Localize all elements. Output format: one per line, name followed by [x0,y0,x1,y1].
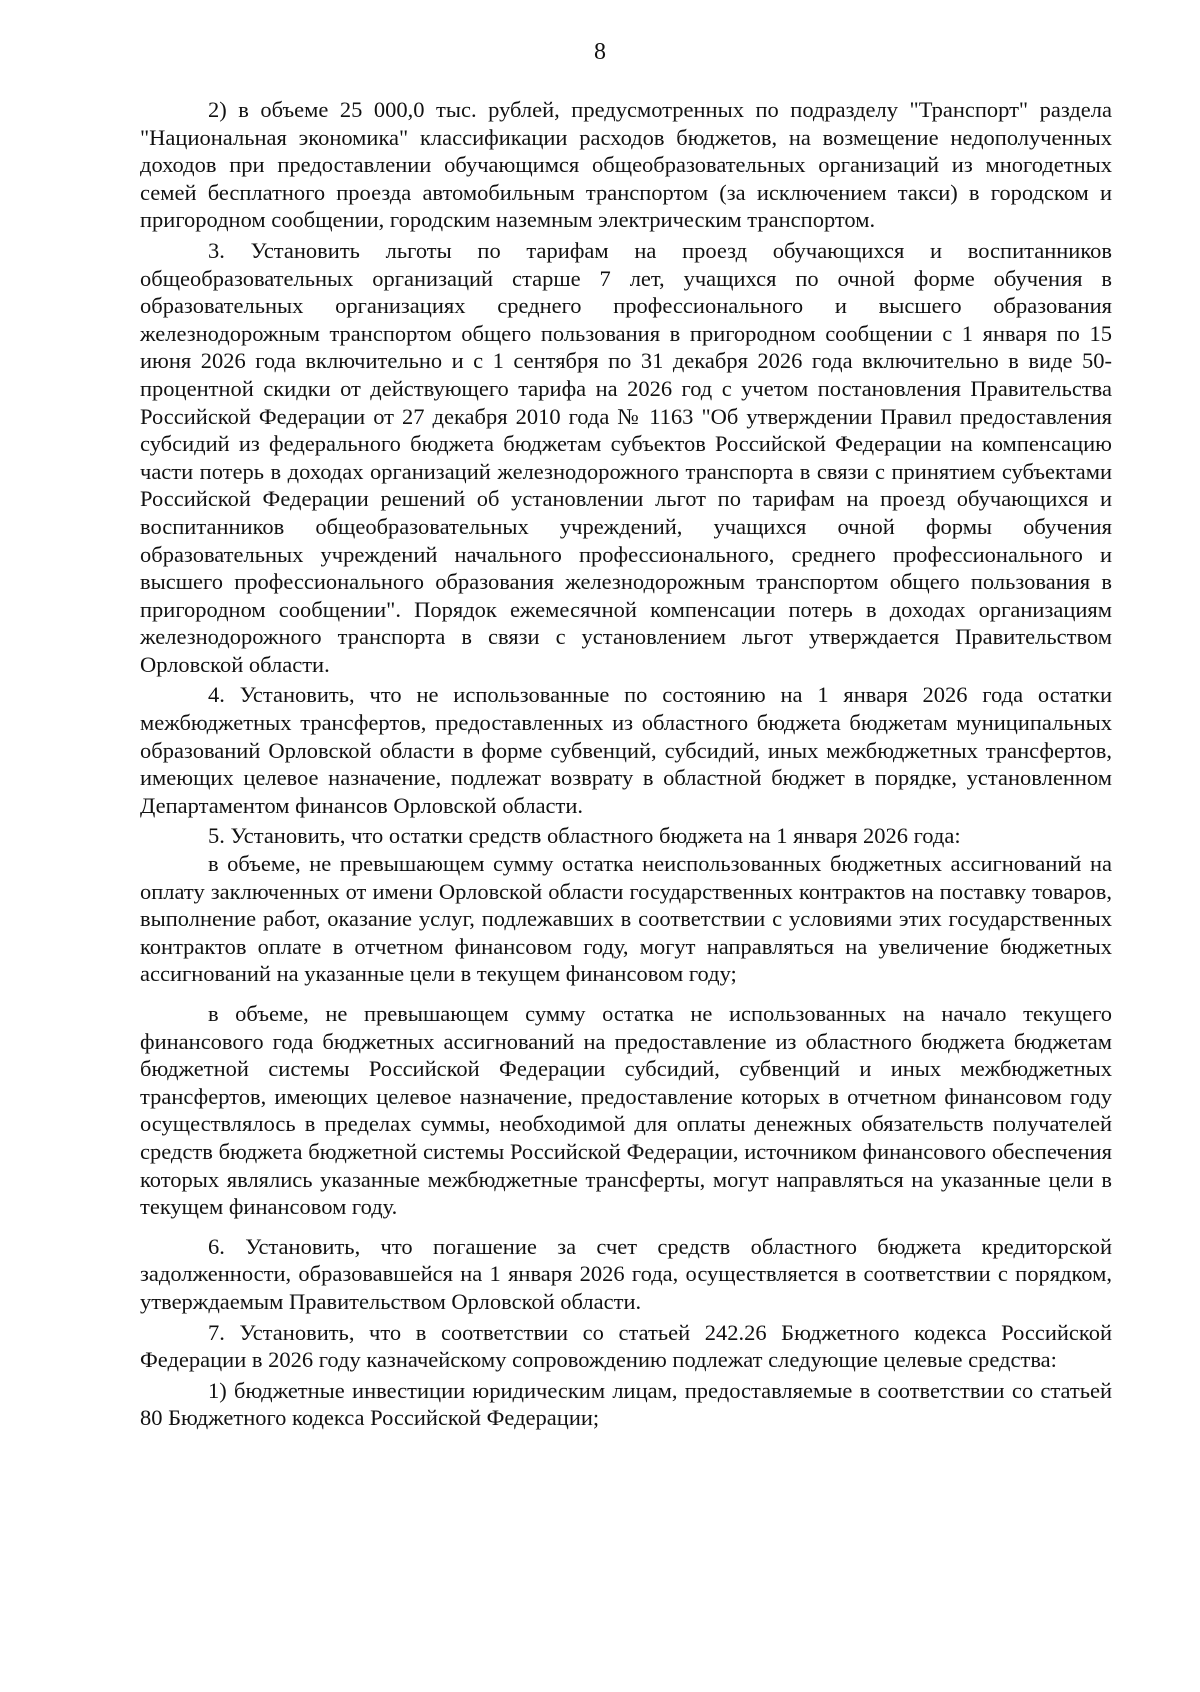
paragraph-clause-5-first-item: в объеме, не превышающем сумму остатка неиспользованных бюджетных ассигнований на оплату заключенных от имени Орловской области государственных контрактов на поставку товаров, выполнение работ, оказание услуг, подлежавших в соответствии с условиями этих государственных контрактов оплате в отчетном финансовом году, могут направляться на увеличение бюджетных ассигнований на указанные цели в текущем финансовом году; [140,851,1112,987]
paragraph-clause-5: 5. Установить, что остатки средств областного бюджета на 1 января 2026 года: [208,823,961,849]
paragraph-clause-6: 6. Установить, что погашение за счет средств областного бюджета кредиторской задолженности, образовавшейся на 1 января 2026 года, осуществляется в соответствии с порядком, утверждаемым Правительством Орловской области. [140,1233,1112,1314]
paragraph-clause-5-second-item: в объеме, не превышающем сумму остатка не использованных на начало текущего финансового года бюджетных ассигнований на предоставление из областного бюджета бюджетам бюджетной системы Российской Федерации субсидий, субвенций и иных межбюджетных трансфертов, имеющих целевое назначение, предоставление которых в отчетном финансовом году осуществлялось в пределах суммы, необходимой для оплаты денежных обязательств получателей средств бюджета бюджетной системы Российской Федерации, источником финансового обеспечения которых являлись указанные межбюджетные трансферты, могут направляться на указанные цели в текущем финансовом году. [140,1001,1112,1220]
paragraph-clause-4: 4. Установить, что не использованные по состоянию на 1 января 2026 года остатки межбюджетных трансфертов, предоставленных из областного бюджета бюджетам муниципальных образований Орловской области в форме субвенций, субсидий, иных межбюджетных трансфертов, имеющих целевое назначение, подлежат возврату в областной бюджет в порядке, установленном Департаментом финансов Орловской области. [140,682,1112,818]
paragraph-clause-7: 7. Установить, что в соответствии со статьей 242.26 Бюджетного кодекса Российской Федерации в 2026 году казначейскому сопровождению подлежат следующие целевые средства: [140,1319,1112,1373]
paragraph-clause-3: 3. Установить льготы по тарифам на проезд обучающихся и воспитанников общеобразовательных организаций старше 7 лет, учащихся по очной форме обучения в образовательных организациях среднего профессионального и высшего образования железнодорожным транспортом общего пользования в пригородном сообщении с 1 января по 15 июня 2026 года включительно и с 1 сентября по 31 декабря 2026 года включительно в виде 50-процентной скидки от действующего тарифа на 2026 год с учетом постановления Правительства Российской Федерации от 27 декабря 2010 года № 1163 "Об утверждении Правил предоставления субсидий из федерального бюджета бюджетам субъектов Российской Федерации на компенсацию части потерь в доходах организаций железнодорожного транспорта в связи с принятием субъектами Российской Федерации решений об установлении льгот по тарифам на проезд обучающихся и воспитанников общеобразовательных учреждений, учащихся очной формы обучения образовательных учреждений начального профессионального, среднего профессионального и высшего профессионального образования железнодорожным транспортом общего пользования в пригородном сообщении". Порядок ежемесячной компенсации потерь в доходах организациям железнодорожного транспорта в связи с установлением льгот утверждается Правительством Орловской области. [140,237,1112,677]
document-body [140,96,1112,1432]
page-number: 8 [594,39,606,65]
paragraph-item-2: 2) в объеме 25 000,0 тыс. рублей, предусмотренных по подразделу "Транспорт" раздела "Национальная экономика" классификации расходов бюджетов, на возмещение недополученных доходов при предоставлении обучающимся общеобразовательных организаций из многодетных семей бесплатного проезда автомобильным транспортом (за исключением такси) в городском и пригородном сообщении, городским наземным электрическим транспортом. [140,97,1112,233]
paragraph-clause-7-item-1: 1) бюджетные инвестиции юридическим лицам, предоставляемые в соответствии со статьей 80 Бюджетного кодекса Российской Федерации; [140,1377,1112,1431]
